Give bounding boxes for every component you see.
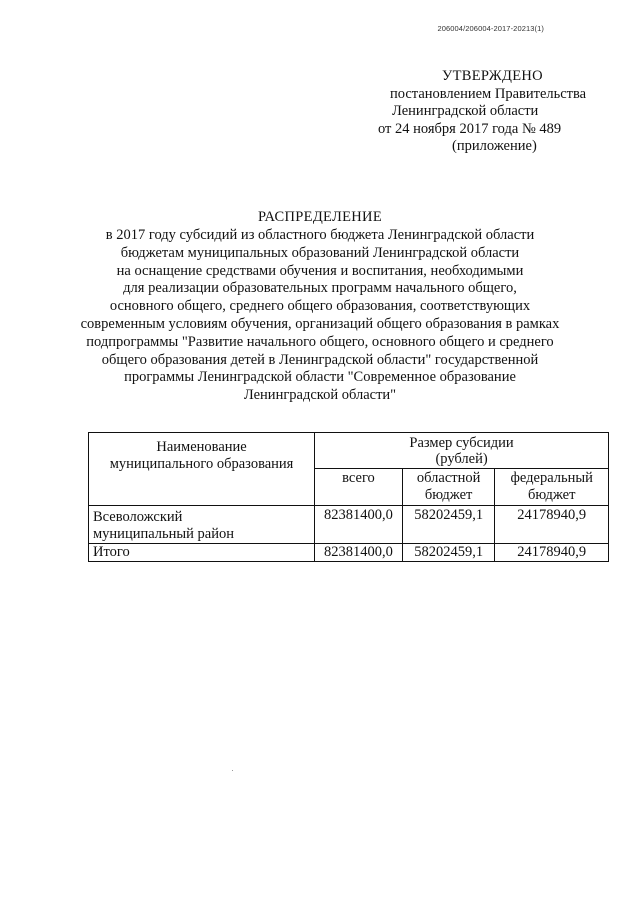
header-federal-budget bbox=[495, 469, 609, 506]
header-federal-line-1: федеральный bbox=[510, 470, 593, 486]
header-total-label: всего bbox=[342, 470, 375, 486]
municipality-line-1: Всеволожский bbox=[93, 509, 183, 525]
scan-speck bbox=[232, 770, 233, 771]
subsidy-table bbox=[88, 432, 609, 562]
header-federal-line-2: бюджет bbox=[528, 487, 576, 503]
header-total bbox=[315, 469, 403, 506]
header-regional-budget bbox=[402, 469, 495, 506]
cell-federal: 24178940,9 bbox=[495, 506, 609, 544]
description-line: общего образования детей в Ленинградской области" государственной bbox=[101, 351, 539, 368]
cell-grand-federal: 24178940,9 bbox=[495, 544, 609, 562]
cell-municipality bbox=[89, 506, 315, 544]
description-line: для реализации образовательных программ начального общего, bbox=[123, 280, 517, 297]
approval-line-3: от 24 ноября 2017 года № 489 bbox=[378, 120, 562, 137]
cell-grand-regional: 58202459,1 bbox=[402, 544, 495, 562]
distribution-title: РАСПРЕДЕЛЕНИЕ bbox=[258, 209, 382, 225]
document-code: 206004/206004-2017-20213(1) bbox=[437, 24, 544, 33]
municipality-line-2: муниципальный район bbox=[93, 526, 234, 542]
description-line: программы Ленинградской области "Современное образование bbox=[124, 369, 516, 386]
header-municipality bbox=[89, 433, 315, 506]
header-regional-line-1: областной bbox=[416, 470, 481, 486]
approval-title: УТВЕРЖДЕНО bbox=[442, 68, 543, 84]
approval-line-1: постановлением Правительства bbox=[390, 85, 587, 102]
header-regional-line-2: бюджет bbox=[424, 487, 473, 503]
description-line: современным условиям обучения, организаций общего образования в рамках bbox=[80, 315, 560, 332]
approval-line-2: Ленинградской области bbox=[392, 103, 539, 119]
cell-grand-total: 82381400,0 bbox=[315, 544, 403, 562]
description-line: в 2017 году субсидий из областного бюджета Ленинградской области bbox=[105, 227, 535, 243]
approval-line-4: (приложение) bbox=[452, 138, 537, 154]
description-line: Ленинградской области" bbox=[243, 387, 397, 404]
cell-regional: 58202459,1 bbox=[402, 506, 495, 544]
table-row bbox=[89, 506, 609, 544]
description-line: бюджетам муниципальных образований Ленинградской области bbox=[120, 244, 520, 261]
description-line: подпрограммы "Развитие начального общего, основного общего и среднего bbox=[86, 333, 554, 350]
cell-total: 82381400,0 bbox=[315, 506, 403, 544]
table-header-row bbox=[89, 433, 609, 469]
description-line: основного общего, среднего общего образования, соответствующих bbox=[109, 298, 531, 315]
approval-block bbox=[360, 68, 610, 156]
header-subsidy-size-line-1: Размер субсидии bbox=[409, 435, 514, 451]
cell-total-label: Итого bbox=[89, 544, 315, 562]
header-municipality-line-2: муниципального образования bbox=[109, 456, 294, 472]
distribution-description bbox=[0, 227, 640, 405]
header-municipality-line-1: Наименование bbox=[156, 439, 247, 455]
table-total-row bbox=[89, 544, 609, 562]
header-subsidy-size-line-2: (рублей) bbox=[435, 451, 488, 467]
description-line: на оснащение средствами обучения и воспитания, необходимыми bbox=[116, 262, 524, 279]
header-subsidy-size bbox=[315, 433, 609, 469]
